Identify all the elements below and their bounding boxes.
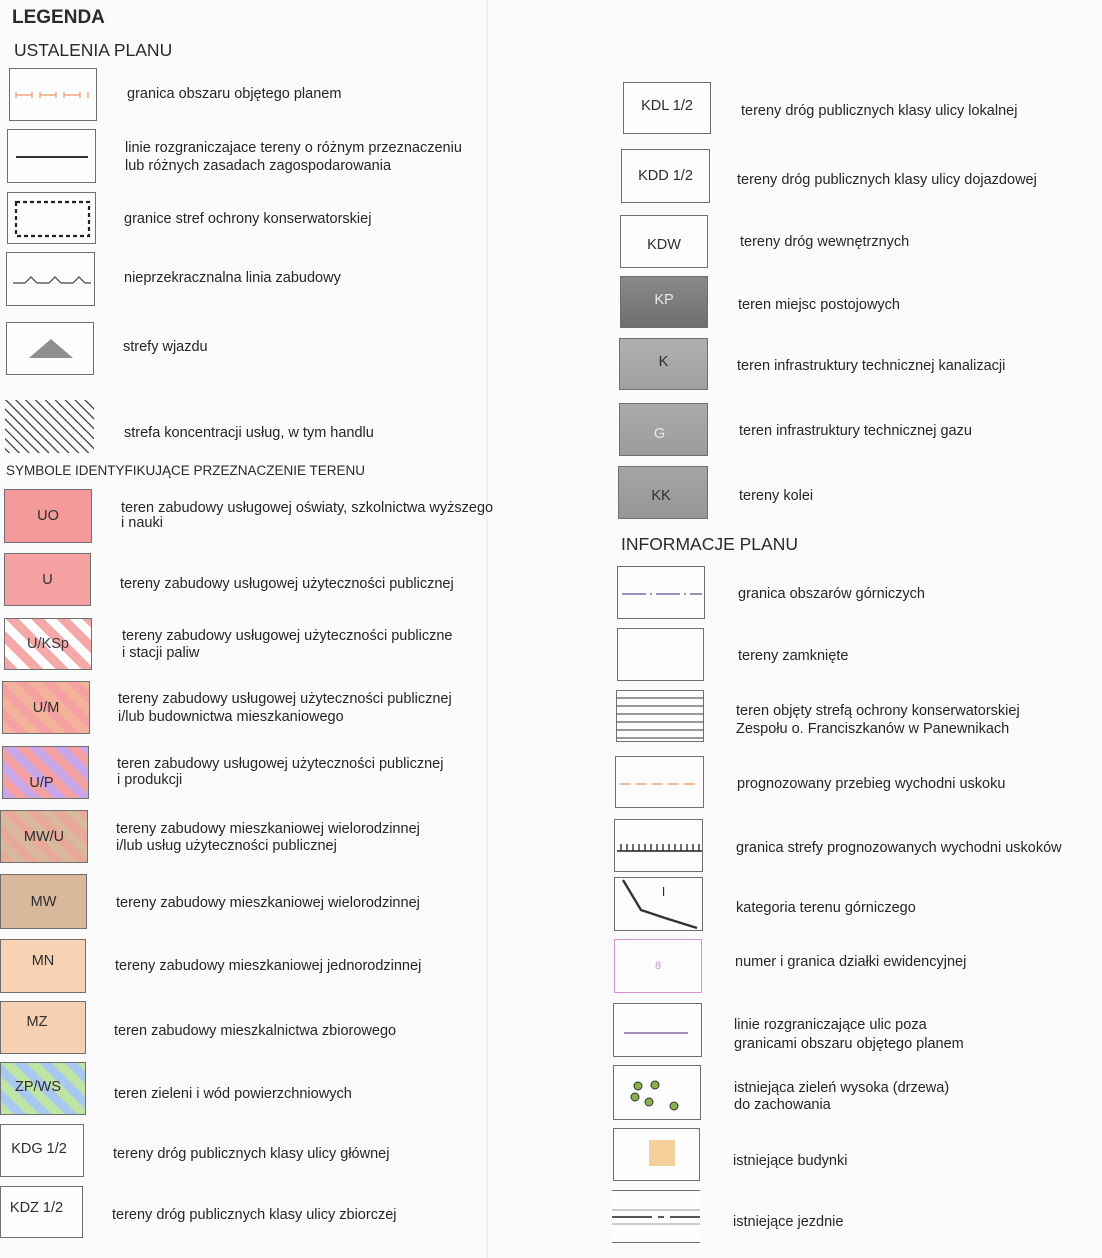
symbol-U-M-code: U/M bbox=[32, 699, 60, 716]
symbol-KDZ-label: tereny dróg publicznych klasy ulicy zbiorczej bbox=[112, 1207, 397, 1223]
dotted-rectangle-icon bbox=[8, 193, 96, 244]
symbol-MW-label: tereny zabudowy mieszkaniowej wielorodzinnej bbox=[116, 895, 420, 911]
mining-category-numeral: I bbox=[661, 883, 666, 899]
mining-category-label: kategoria terenu górniczego bbox=[736, 900, 916, 916]
service-zone-symbol bbox=[5, 400, 94, 453]
symbol-U-P-label-1: teren zabudowy usługowej użyteczności publicznej bbox=[117, 756, 444, 772]
symbol-ZP-WS-label: teren zieleni i wód powierzchniowych bbox=[114, 1086, 352, 1102]
symbol-KP bbox=[620, 276, 708, 328]
symbol-MW bbox=[0, 874, 87, 929]
symbol-U-KSp-label-2: i stacji paliw bbox=[122, 645, 200, 661]
section-title-symbole: SYMBOLE IDENTYFIKUJĄCE PRZEZNACZENIE TERENU bbox=[6, 463, 366, 478]
symbol-K bbox=[619, 338, 708, 390]
roadway-symbol bbox=[612, 1190, 700, 1243]
paper-fold bbox=[486, 0, 488, 1258]
roadway-label: istniejące jezdnie bbox=[733, 1214, 844, 1230]
symbol-MZ-code: MZ bbox=[26, 1013, 48, 1030]
symbol-KDZ-code: KDZ 1/2 bbox=[9, 1200, 64, 1216]
conservation-zone-symbol bbox=[7, 192, 96, 244]
symbol-KDG bbox=[0, 1124, 84, 1177]
purple-line-icon bbox=[614, 1004, 702, 1057]
street-lines-symbol bbox=[613, 1003, 702, 1057]
entry-zone-label: strefy wjazdu bbox=[123, 339, 208, 355]
symbol-KK-label: tereny kolei bbox=[739, 488, 814, 504]
fault-outcrop-label: prognozowany przebieg wychodni uskoku bbox=[737, 776, 1006, 792]
symbol-KDW bbox=[620, 215, 708, 268]
mining-boundary-symbol bbox=[617, 566, 705, 619]
symbol-U-label: tereny zabudowy usługowej użyteczności publicznej bbox=[120, 576, 454, 592]
symbol-KDD bbox=[621, 149, 710, 203]
symbol-U-P-label-2: i produkcji bbox=[117, 772, 183, 788]
section-title-ustalenia: USTALENIA PLANU bbox=[14, 40, 173, 60]
heritage-zone-symbol bbox=[616, 690, 704, 742]
dashed-orange-line-icon bbox=[616, 757, 704, 808]
symbol-MW-U-code: MW/U bbox=[23, 828, 65, 845]
fault-outcrop-symbol bbox=[615, 756, 704, 808]
symbol-KDZ bbox=[0, 1186, 83, 1238]
trees-symbol bbox=[613, 1065, 701, 1120]
symbol-KDG-code: KDG 1/2 bbox=[11, 1140, 67, 1157]
symbol-MW-code: MW bbox=[30, 893, 57, 910]
heritage-zone-label-1: teren objęty strefą ochrony konserwatorskiej bbox=[736, 703, 1020, 719]
dividing-line-symbol bbox=[7, 129, 96, 183]
symbol-MZ bbox=[0, 1001, 86, 1054]
section-title-informacje: INFORMACJE PLANU bbox=[621, 534, 798, 554]
parcel-number: 8 bbox=[654, 960, 662, 972]
symbol-KDL-code: KDL 1/2 bbox=[641, 98, 693, 114]
symbol-KDG-label: tereny dróg publicznych klasy ulicy głównej bbox=[113, 1146, 390, 1162]
symbol-UO-label-2: i nauki bbox=[121, 515, 163, 531]
buildings-symbol bbox=[613, 1128, 700, 1181]
dash-dot-line-icon bbox=[618, 567, 705, 619]
plan-boundary-symbol bbox=[9, 68, 97, 121]
symbol-KP-label: teren miejsc postojowych bbox=[738, 297, 900, 313]
symbol-U-M bbox=[2, 681, 90, 734]
plan-boundary-label: granica obszaru objętego planem bbox=[127, 86, 342, 102]
street-lines-label-2: granicami obszaru objętego planem bbox=[734, 1036, 964, 1052]
symbol-G-label: teren infrastruktury technicznej gazu bbox=[739, 423, 972, 439]
symbol-U-KSp-code: U/KSp bbox=[27, 636, 69, 652]
building-square-icon bbox=[614, 1129, 700, 1181]
closed-area-symbol bbox=[617, 628, 704, 681]
symbol-KDD-code: KDD 1/2 bbox=[638, 168, 693, 184]
symbol-MW-U-label-1: tereny zabudowy mieszkaniowej wielorodzinnej bbox=[116, 821, 420, 837]
mining-category-symbol bbox=[614, 877, 703, 931]
parcel-label: numer i granica działki ewidencyjnej bbox=[735, 954, 967, 970]
building-line-symbol bbox=[6, 252, 95, 306]
trees-icon bbox=[614, 1066, 701, 1120]
tick-line-icon bbox=[615, 820, 703, 872]
symbol-UO-label-1: teren zabudowy usługowej oświaty, szkolnictwa wyższego bbox=[121, 500, 494, 516]
symbol-MN-code: MN bbox=[31, 953, 55, 969]
symbol-U bbox=[4, 553, 91, 606]
symbol-G-code: G bbox=[653, 425, 666, 442]
building-line-label: nieprzekracznalna linia zabudowy bbox=[124, 270, 341, 286]
symbol-K-code: K bbox=[658, 354, 669, 370]
symbol-MN-label: tereny zabudowy mieszkaniowej jednorodzinnej bbox=[115, 958, 422, 974]
symbol-UO bbox=[4, 489, 92, 543]
symbol-MZ-label: teren zabudowy mieszkalnictwa zbiorowego bbox=[114, 1023, 397, 1039]
symbol-U-P bbox=[2, 746, 89, 799]
street-lines-label-1: linie rozgraniczające ulic poza bbox=[734, 1017, 927, 1033]
heritage-zone-label-2: Zespołu o. Franciszkanów w Panewnikach bbox=[736, 721, 1010, 737]
symbol-KDD-label: tereny dróg publicznych klasy ulicy dojazdowej bbox=[737, 172, 1037, 188]
fault-zone-label: granica strefy prognozowanych wychodni uskoków bbox=[736, 840, 1062, 856]
building-line-icon bbox=[7, 253, 95, 306]
symbol-MN bbox=[0, 939, 86, 993]
symbol-KK bbox=[618, 466, 708, 519]
symbol-K-label: teren infrastruktury technicznej kanalizacji bbox=[737, 358, 1006, 374]
symbol-ZP-WS-code: ZP/WS bbox=[15, 1078, 61, 1095]
parcel-symbol bbox=[614, 939, 702, 993]
symbol-MW-U-label-2: i/lub usług użyteczności publicznej bbox=[116, 838, 337, 854]
symbol-U-code: U bbox=[42, 571, 53, 588]
symbol-KDL bbox=[623, 82, 711, 134]
symbol-U-P-code: U/P bbox=[29, 774, 54, 791]
symbol-UO-code: UO bbox=[37, 508, 59, 524]
trees-label-1: istniejąca zieleń wysoka (drzewa) bbox=[734, 1080, 950, 1096]
symbol-KDL-label: tereny dróg publicznych klasy ulicy lokalnej bbox=[741, 103, 1018, 119]
entry-zone-symbol bbox=[6, 322, 94, 375]
symbol-KDW-label: tereny dróg wewnętrznych bbox=[740, 234, 910, 250]
service-zone-label: strefa koncentracji usług, w tym handlu bbox=[124, 425, 374, 441]
dividing-line-label-1: linie rozgraniczajace tereny o różnym przeznaczeniu bbox=[125, 140, 462, 156]
closed-area-label: tereny zamknięte bbox=[738, 648, 849, 664]
symbol-KDW-code: KDW bbox=[647, 236, 681, 253]
solid-line-icon bbox=[8, 130, 96, 183]
dividing-line-label-2: lub różnych zasadach zagospodarowania bbox=[125, 158, 392, 174]
mining-category-curve-icon bbox=[615, 878, 703, 931]
symbol-U-KSp-label-1: tereny zabudowy usługowej użyteczności publiczne bbox=[122, 628, 453, 644]
fault-zone-symbol bbox=[614, 819, 703, 872]
horizontal-lines-icon bbox=[617, 691, 704, 742]
plan-boundary-icon bbox=[10, 69, 97, 121]
legend-title: LEGENDA bbox=[12, 7, 105, 28]
symbol-MW-U bbox=[0, 810, 88, 863]
buildings-label: istniejące budynki bbox=[733, 1153, 848, 1169]
conservation-zone-label: granice stref ochrony konserwatorskiej bbox=[124, 211, 372, 227]
roadway-icon bbox=[612, 1191, 700, 1243]
trees-label-2: do zachowania bbox=[734, 1097, 831, 1113]
symbol-ZP-WS bbox=[0, 1062, 86, 1115]
hatched-area-icon bbox=[5, 400, 94, 453]
triangle-icon bbox=[7, 323, 94, 375]
symbol-U-M-label-1: tereny zabudowy usługowej użyteczności publicznej bbox=[118, 691, 452, 707]
symbol-G bbox=[619, 403, 708, 456]
symbol-U-M-label-2: i/lub budownictwa mieszkaniowego bbox=[118, 709, 344, 725]
symbol-KP-code: KP bbox=[654, 292, 674, 308]
mining-boundary-label: granica obszarów górniczych bbox=[738, 586, 925, 602]
symbol-KK-code: KK bbox=[651, 487, 671, 504]
symbol-U-KSp bbox=[4, 618, 92, 670]
